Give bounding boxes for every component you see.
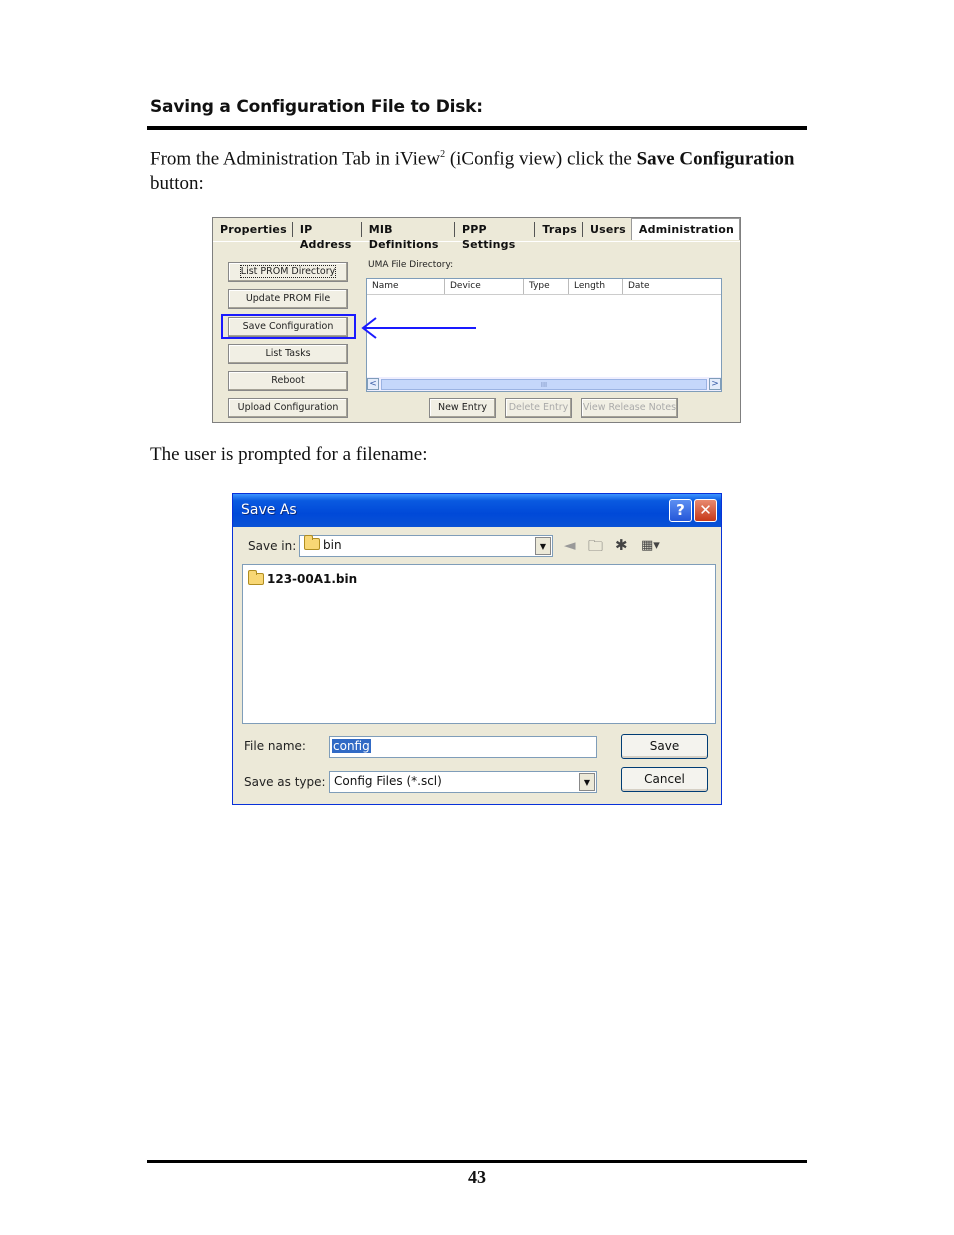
folder-icon — [248, 573, 264, 585]
file-name-value: config — [333, 739, 370, 753]
horizontal-scrollbar[interactable] — [367, 377, 721, 391]
tab-users[interactable]: Users — [589, 223, 626, 236]
list-item[interactable] — [248, 572, 357, 586]
intro-bold: Save Configuration — [636, 148, 795, 170]
column-name[interactable]: Name — [367, 279, 445, 294]
footer-rule — [147, 1160, 807, 1163]
view-menu-icon[interactable]: ▦▾ — [641, 538, 660, 553]
scroll-left-icon[interactable]: < — [367, 378, 379, 390]
column-date[interactable]: Date — [628, 281, 650, 291]
tab-bar — [213, 218, 740, 251]
save-configuration-highlight — [221, 314, 356, 339]
column-device[interactable]: Device — [445, 279, 524, 294]
save-in-label: Save in: — [248, 539, 297, 553]
column-type[interactable]: Type — [524, 279, 569, 294]
file-name-input[interactable] — [329, 736, 597, 758]
save-as-type-value: Config Files (*.scl) — [334, 774, 442, 788]
folder-icon — [304, 538, 320, 550]
close-icon[interactable]: ✕ — [694, 499, 717, 522]
save-configuration-button[interactable]: Save Configuration — [228, 317, 348, 337]
list-tasks-button[interactable]: List Tasks — [228, 344, 348, 364]
delete-entry-button[interactable]: Delete Entry — [505, 398, 572, 418]
back-icon[interactable]: ◄ — [564, 536, 576, 554]
upload-configuration-button[interactable]: Upload Configuration — [228, 398, 348, 418]
file-name-label: File name: — [244, 739, 306, 753]
uma-list-header — [367, 279, 721, 295]
intro-paragraph — [150, 142, 810, 196]
cancel-button[interactable]: Cancel — [621, 767, 708, 792]
prompt-paragraph: The user is prompted for a filename: — [150, 444, 428, 465]
view-release-notes-button[interactable]: View Release Notes — [581, 398, 678, 418]
list-prom-directory-button[interactable] — [228, 262, 348, 282]
up-folder-icon[interactable]: 🗀 — [588, 537, 604, 555]
heading-rule — [147, 126, 807, 130]
save-in-combo[interactable] — [299, 535, 553, 557]
uma-directory-label: UMA File Directory: — [368, 260, 454, 270]
tab-administration[interactable]: Administration — [631, 218, 740, 240]
column-length[interactable]: Length — [569, 279, 623, 294]
section-heading: Saving a Configuration File to Disk: — [150, 97, 483, 117]
new-entry-button[interactable]: New Entry — [429, 398, 496, 418]
tab-ppp-settings[interactable]: PPP Settings — [455, 222, 535, 237]
intro-part2: (iConfig view) click the — [445, 148, 637, 170]
dialog-title-bar[interactable] — [233, 494, 721, 527]
tab-properties[interactable]: Properties — [213, 222, 293, 237]
list-prom-directory-label: List PROM Directory — [240, 266, 336, 277]
tab-traps[interactable]: Traps — [535, 222, 583, 237]
scroll-right-icon[interactable]: > — [709, 378, 721, 390]
save-as-dialog — [232, 493, 722, 805]
save-as-type-label: Save as type: — [244, 775, 326, 789]
chevron-down-icon[interactable]: ▼ — [535, 537, 551, 555]
file-list-area[interactable] — [242, 564, 716, 724]
chevron-down-icon[interactable]: ▼ — [579, 773, 595, 791]
save-as-type-select[interactable] — [329, 771, 597, 793]
help-icon[interactable]: ? — [669, 499, 692, 522]
update-prom-file-button[interactable]: Update PROM File — [228, 289, 348, 309]
save-button[interactable]: Save — [621, 734, 708, 759]
intro-part1: From the Administration Tab in iView — [150, 148, 441, 170]
new-folder-icon[interactable]: ✱ — [615, 536, 628, 554]
pointer-arrow-icon — [360, 316, 478, 340]
page-number: 43 — [468, 1167, 486, 1187]
dialog-title: Save As — [241, 502, 297, 518]
scroll-thumb[interactable]: III — [381, 379, 707, 390]
save-in-value: bin — [323, 538, 342, 552]
intro-superscript: 2 — [440, 149, 446, 160]
tab-mib-definitions[interactable]: MIB Definitions — [362, 222, 455, 237]
intro-part3: button: — [150, 173, 204, 195]
file-item-label: 123-00A1.bin — [267, 572, 358, 586]
reboot-button[interactable]: Reboot — [228, 371, 348, 391]
tab-ip-address[interactable]: IP Address — [293, 222, 362, 237]
